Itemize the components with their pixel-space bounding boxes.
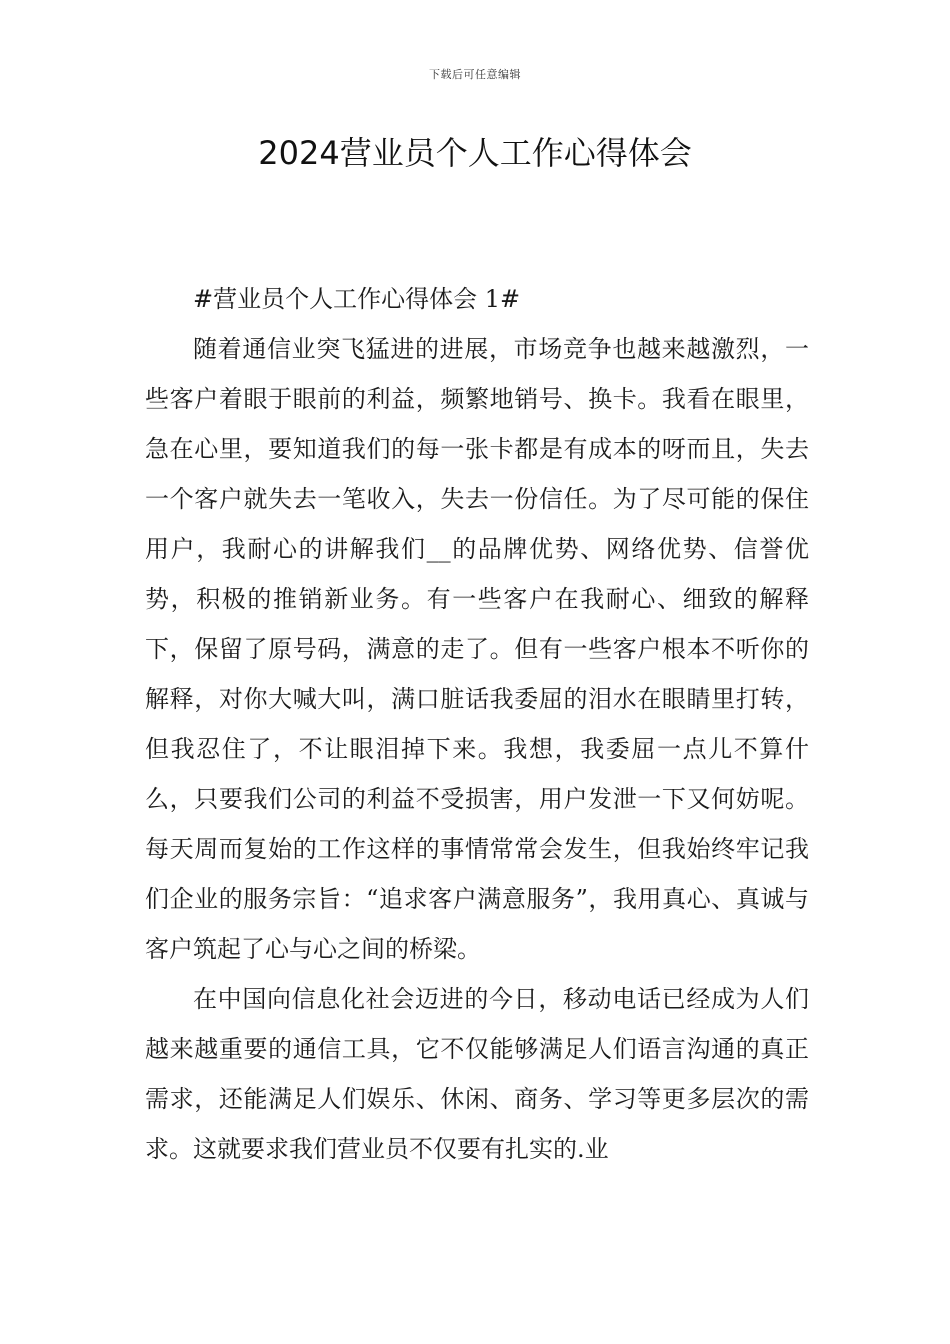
document-body [145, 274, 809, 1174]
document-title: 2024营业员个人工作心得体会 [258, 134, 692, 172]
section-heading: #营业员个人工作心得体会 1# [193, 285, 521, 313]
paragraph-1: 随着通信业突飞猛进的进展，市场竞争也越来越激烈，一些客户着眼于眼前的利益，频繁地销号、换卡。我看在眼里，急在心里，要知道我们的每一张卡都是有成本的呀而且，失去一个客户就失去一笔收入，失去一份信任。为了尽可能的保住用户，我耐心的讲解我们__的品牌优势、网络优势、信誉优势，积极的推销新业务。有一些客户在我耐心、细致的解释下，保留了原号码，满意的走了。但有一些客户根本不听你的解释，对你大喊大叫，满口脏话我委屈的泪水在眼睛里打转，但我忍住了，不让眼泪掉下来。我想，我委屈一点儿不算什么，只要我们公司的利益不受损害，用户发泄一下又何妨呢。每天周而复始的工作这样的事情常常会发生，但我始终牢记我们企业的服务宗旨：“追求客户满意服务”，我用真心、真诚与客户筑起了心与心之间的桥梁。 [145, 335, 809, 963]
page-header-note: 下载后可任意编辑 [429, 68, 521, 81]
paragraph-2: 在中国向信息化社会迈进的今日，移动电话已经成为人们越来越重要的通信工具，它不仅能够满足人们语言沟通的真正需求，还能满足人们娱乐、休闲、商务、学习等更多层次的需求。这就要求我们营业员不仅要有扎实的.业 [145, 985, 809, 1163]
